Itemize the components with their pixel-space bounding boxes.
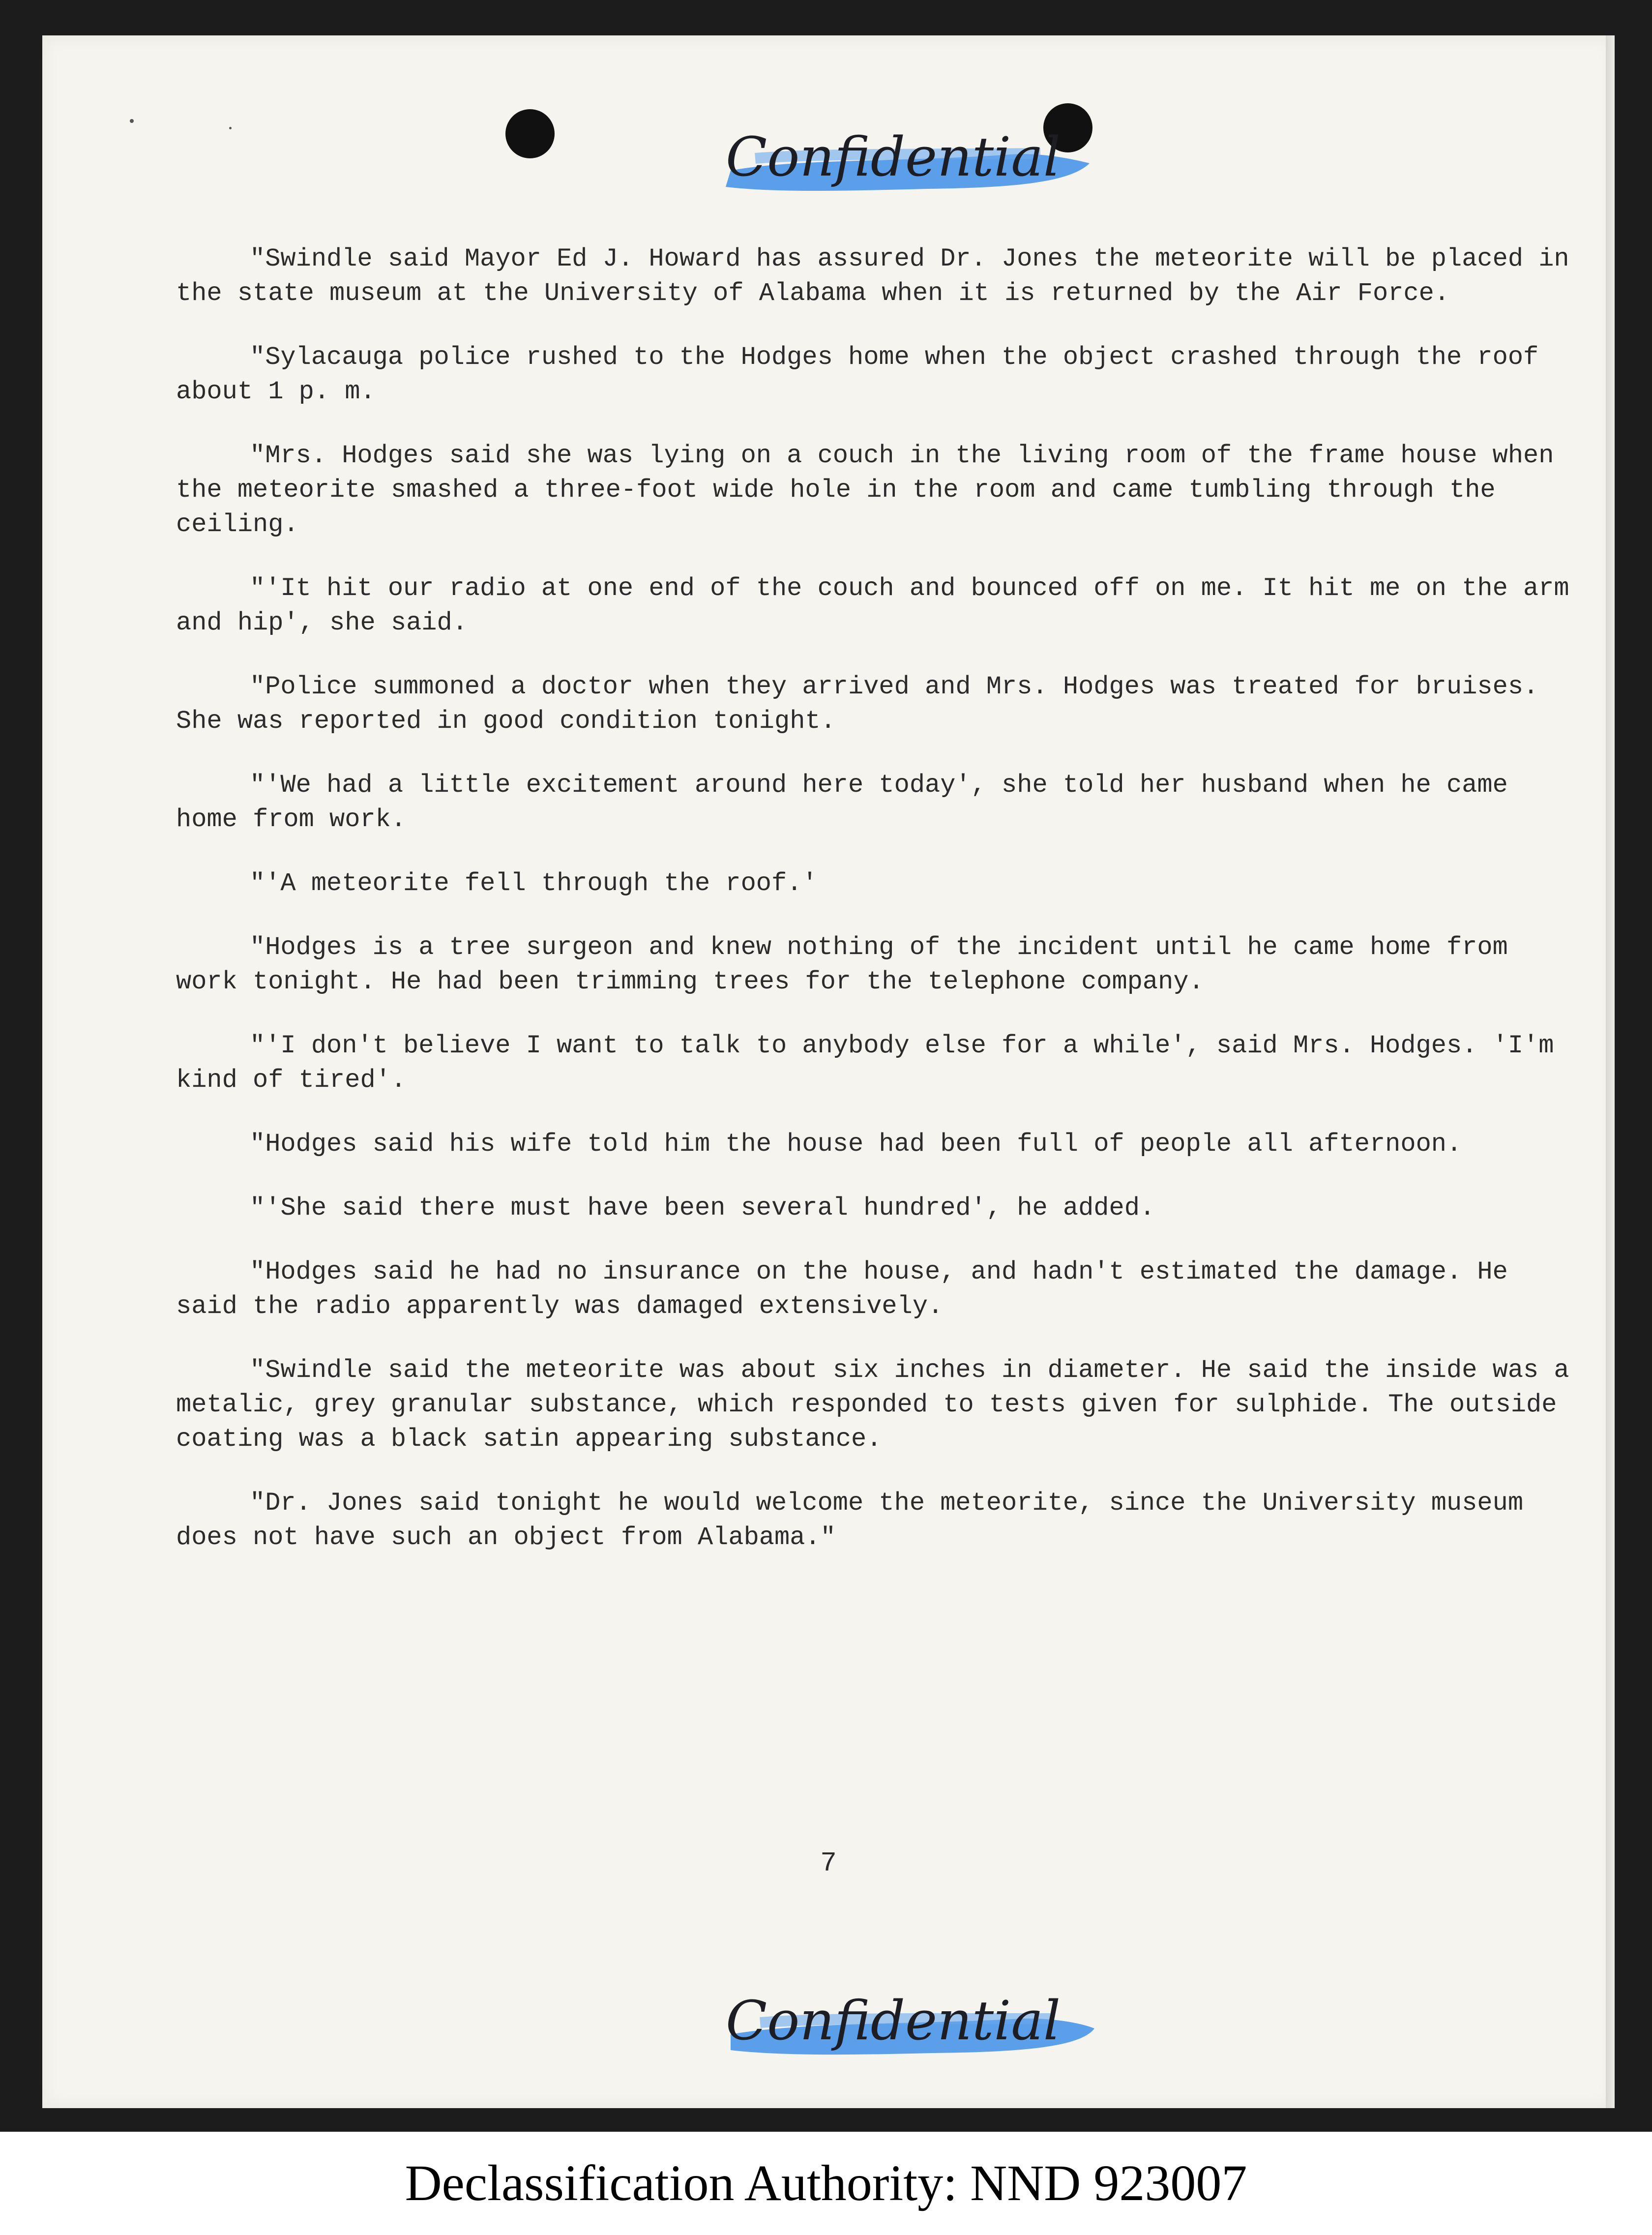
paragraph: "'She said there must have been several hundred', he added.	[250, 1193, 1155, 1222]
document-page	[42, 35, 1615, 2108]
paragraph: "Swindle said Mayor Ed J. Howard has assured Dr. Jones the meteorite will be placed in the state museum at the University of Alabama when it is returned by the Air Force.	[176, 244, 1569, 308]
paragraph: "Swindle said the meteorite was about six inches in diameter. He said the inside was a metalic, grey granular substance, which responded to tests given for sulphide. The outside coating was a black satin appearing substance.	[176, 1356, 1569, 1454]
confidential-stamp-top	[696, 124, 1099, 208]
paragraph: "'A meteorite fell through the roof.'	[250, 869, 818, 898]
confidential-stamp-graphic	[696, 124, 1099, 208]
paragraph: "Hodges is a tree surgeon and knew nothing of the incident until he came home from work tonight. He had been trimming trees for the telephone company.	[176, 933, 1508, 996]
confidential-stamp-bottom	[696, 1990, 1099, 2074]
paper-edge	[1606, 35, 1615, 2108]
paragraph: "Mrs. Hodges said she was lying on a couch in the living room of the frame house when the meteorite smashed a three-foot wide hole in the room and came tumbling through the ceiling.	[176, 441, 1554, 539]
page-number: 7	[820, 1848, 837, 1879]
confidential-stamp-graphic	[696, 1990, 1099, 2074]
paragraph: "'I don't believe I want to talk to anybody else for a while', said Mrs. Hodges. 'I'm kind of tired'.	[176, 1031, 1554, 1095]
confidential-stamp-text: Confidential	[726, 1989, 1061, 2052]
dust-speck	[229, 127, 232, 129]
paragraph: "Police summoned a doctor when they arrived and Mrs. Hodges was treated for bruises. She was reported in good condition tonight.	[176, 672, 1539, 736]
confidential-stamp-text: Confidential	[726, 125, 1061, 188]
paragraph: "'It hit our radio at one end of the couch and bounced off on me. It hit me on the arm and hip', she said.	[176, 574, 1569, 637]
paragraph: "Sylacauga police rushed to the Hodges home when the object crashed through the roof about 1 p. m.	[176, 343, 1539, 406]
punch-hole-left	[505, 109, 555, 158]
paragraph: "Dr. Jones said tonight he would welcome the meteorite, since the University museum does not have such an object from Alabama."	[176, 1489, 1524, 1552]
paragraph: "'We had a little excitement around here today', she told her husband when he came home from work.	[176, 771, 1508, 834]
paragraph: "Hodges said he had no insurance on the house, and hadn't estimated the damage. He said the radio apparently was damaged extensively.	[176, 1257, 1508, 1321]
paragraph: "Hodges said his wife told him the house had been full of people all afternoon.	[250, 1130, 1462, 1159]
dust-speck	[130, 119, 134, 123]
declassification-authority: Declassification Authority: NND 923007	[0, 2132, 1652, 2235]
letter-body	[176, 242, 1582, 1584]
